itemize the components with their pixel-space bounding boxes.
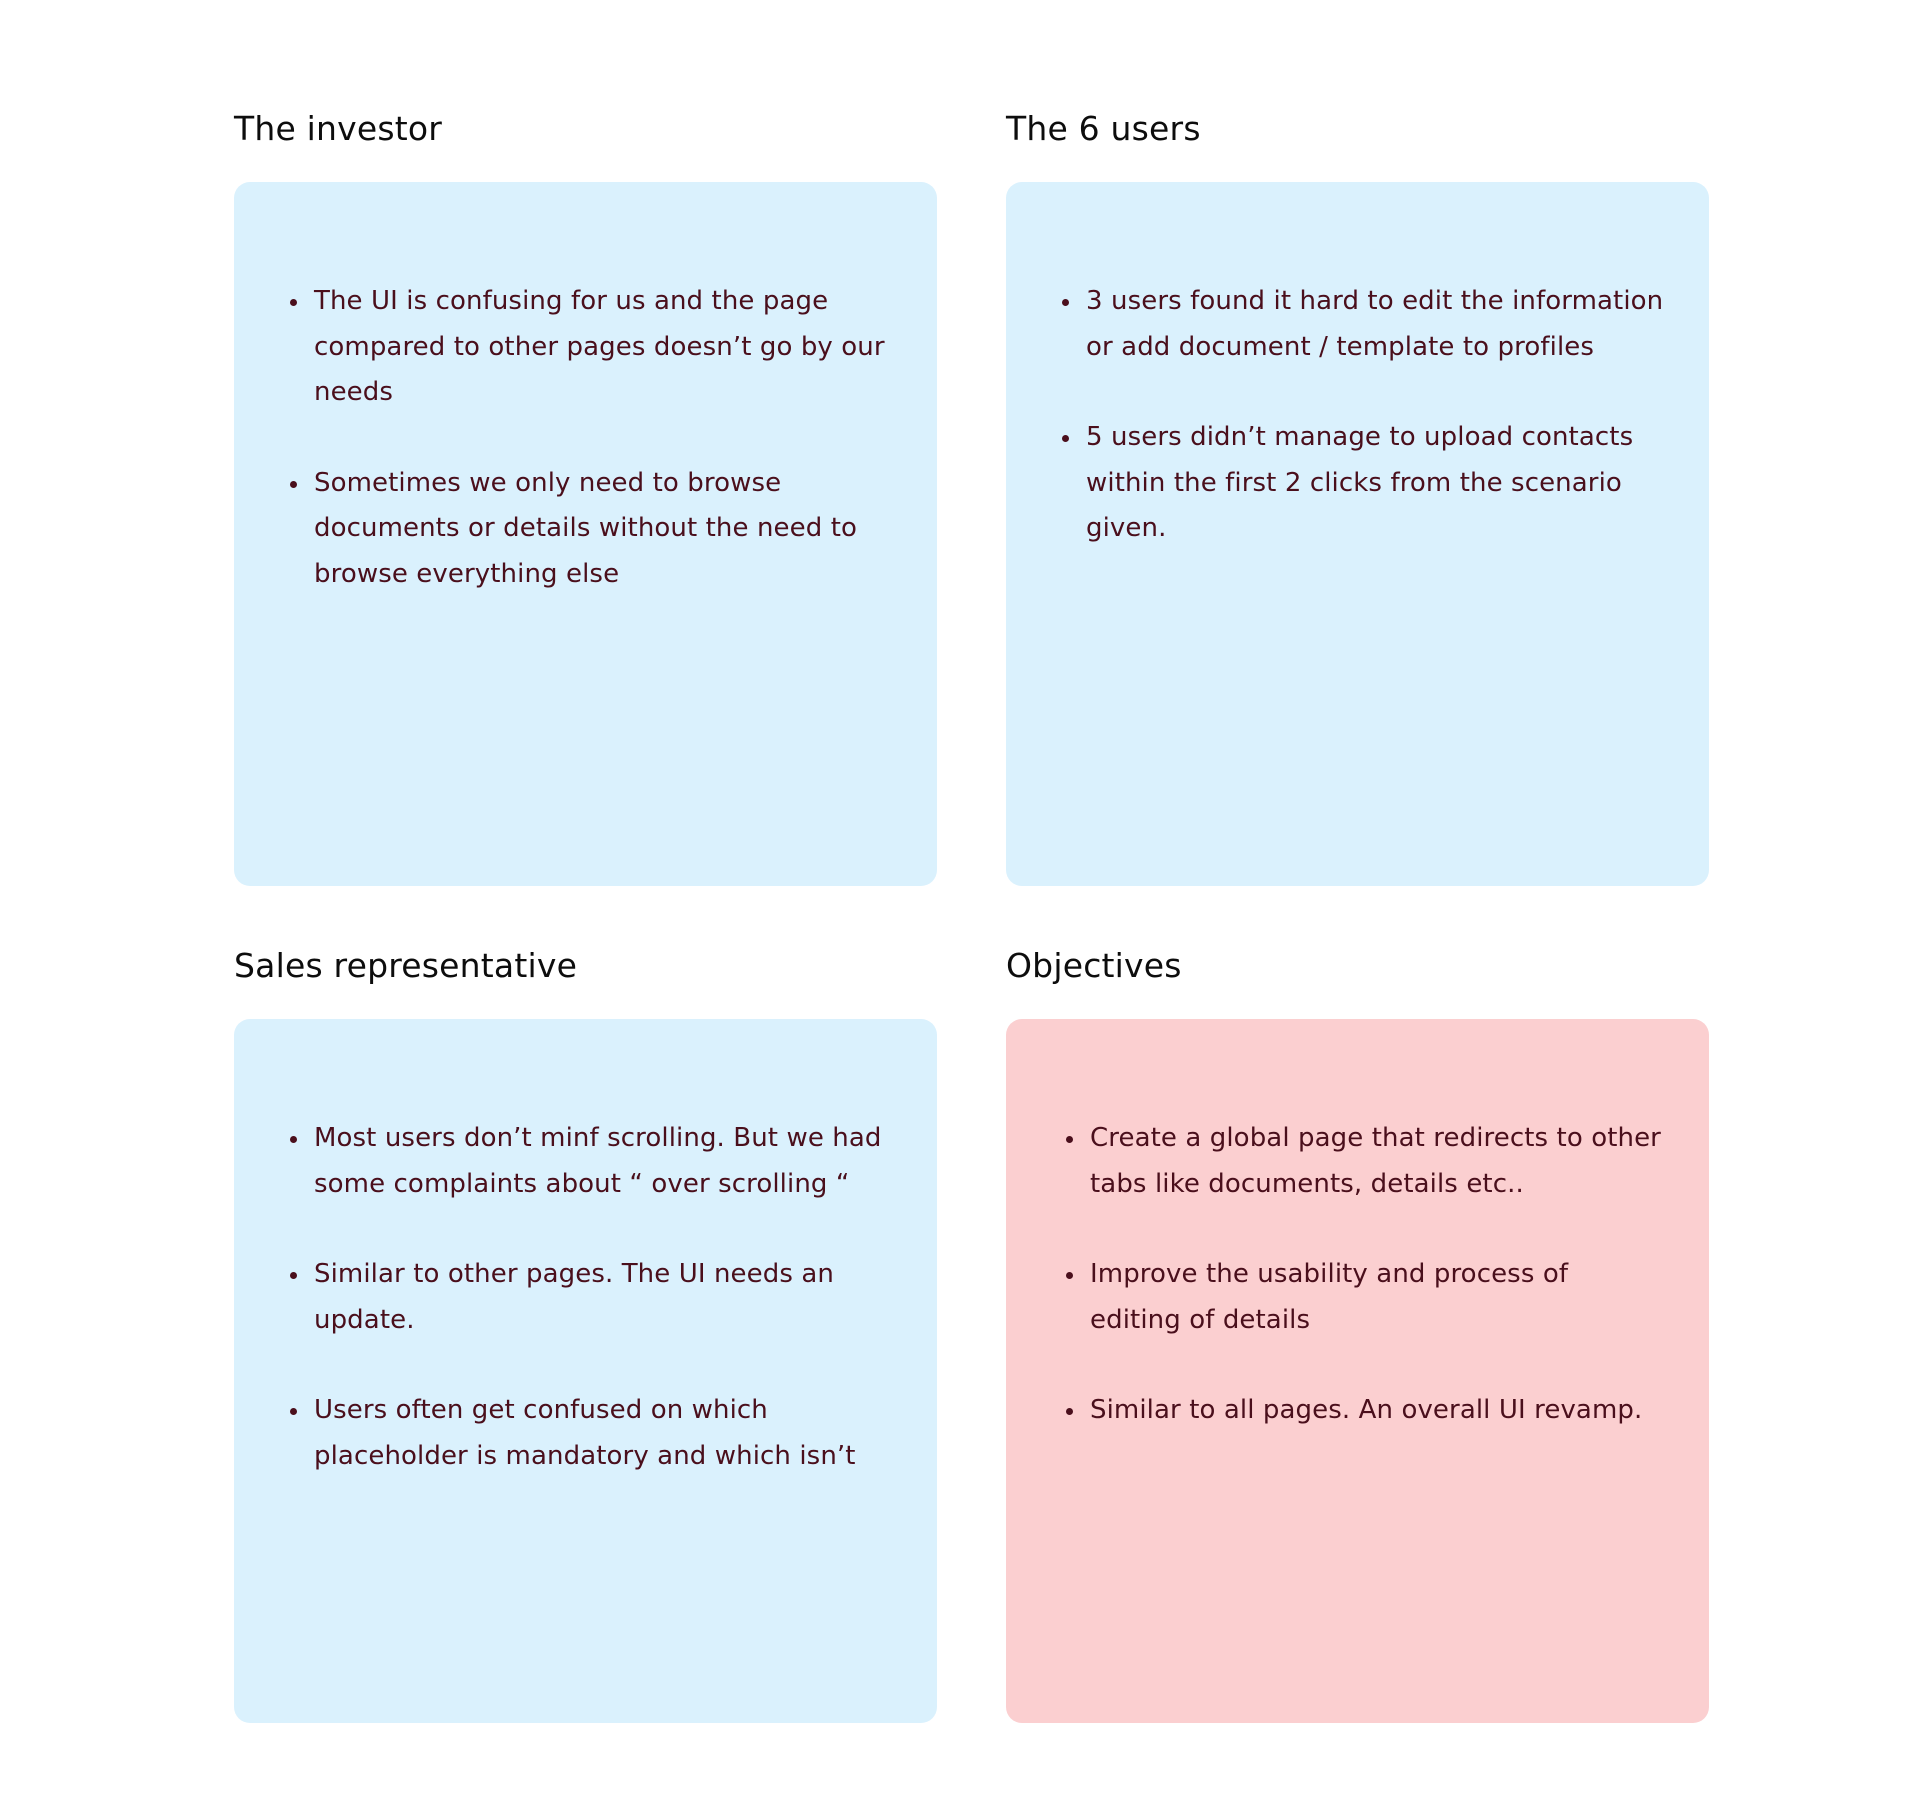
section-title: Objectives (1006, 946, 1182, 985)
list-item: Users often get confused on which placeholder is mandatory and which isn’t (290, 1388, 893, 1479)
list-item: Create a global page that redirects to other tabs like documents, details etc.. (1066, 1116, 1665, 1207)
investor-card (234, 182, 937, 886)
objectives-section (1006, 941, 1709, 1425)
list-item: 5 users didn’t manage to upload contacts within the first 2 clicks from the scenario given. (1062, 415, 1665, 552)
objectives-card (1006, 1019, 1709, 1723)
list-item: Improve the usability and process of editing of details (1066, 1252, 1665, 1343)
list-item: Similar to all pages. An overall UI revamp. (1066, 1388, 1665, 1434)
list-item: Similar to other pages. The UI needs an update. (290, 1252, 893, 1343)
users-card (1006, 182, 1709, 886)
list-item: 3 users found it hard to edit the information or add document / template to profiles (1062, 279, 1665, 370)
bullet-list (290, 1116, 893, 1479)
sales-representative-section (234, 941, 937, 1471)
bullet-list (290, 279, 893, 597)
list-item: Sometimes we only need to browse documents or details without the need to browse everything else (290, 461, 893, 598)
users-section (1006, 104, 1709, 543)
list-item: The UI is confusing for us and the page compared to other pages doesn’t go by our needs (290, 279, 893, 416)
section-title: The 6 users (1006, 109, 1201, 148)
sales-representative-card (234, 1019, 937, 1723)
investor-section (234, 104, 937, 589)
bullet-list (1062, 279, 1665, 552)
section-title: The investor (234, 109, 443, 148)
bullet-list (1066, 1116, 1665, 1434)
section-title: Sales representative (234, 946, 578, 985)
list-item: Most users don’t minf scrolling. But we had some complaints about “ over scrolling “ (290, 1116, 893, 1207)
